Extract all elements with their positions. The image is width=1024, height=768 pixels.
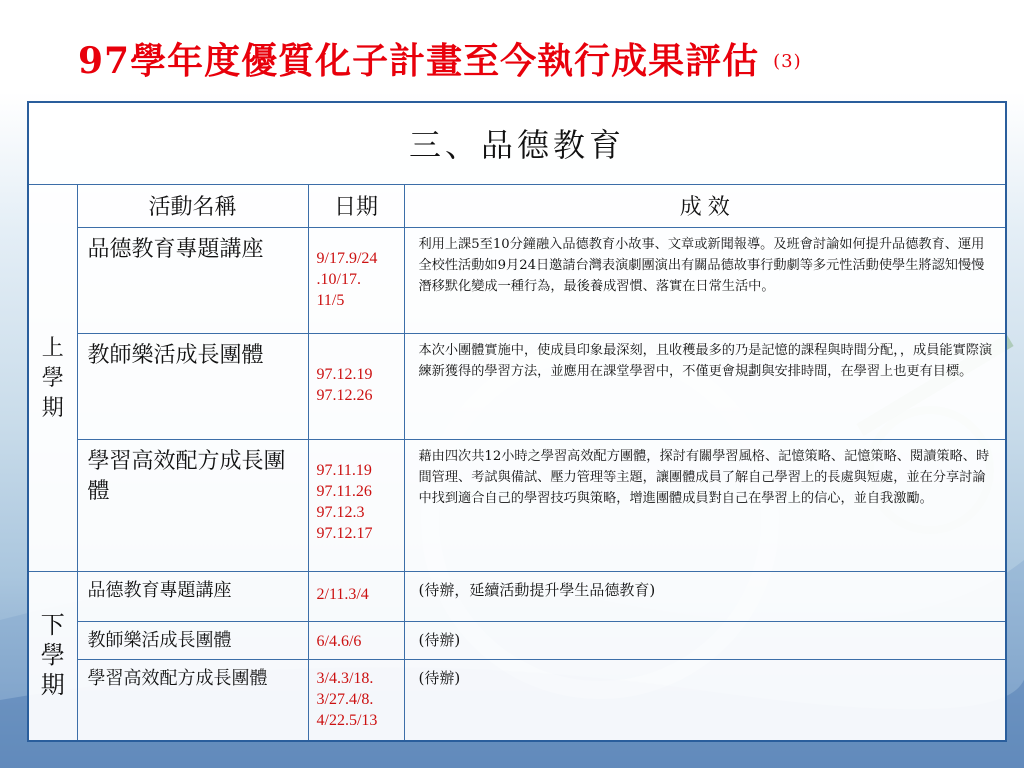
slide-title-sub: (3) xyxy=(773,51,802,72)
date-line: 97.12.17 xyxy=(316,524,373,542)
date-line: 4/22.5/13 xyxy=(316,711,378,729)
date-line: 97.12.26 xyxy=(316,386,373,404)
activity-result: 本次小團體實施中，使成員印象最深刻，且收穫最多的乃是記憶的課程與時間分配，，成員能實際演練新獲得的學習方法，並應用在課堂學習中，不僅更會規劃與安排時間，在學習上也更有目標。 xyxy=(404,333,1006,439)
column-header-date: 日期 xyxy=(308,184,404,227)
semester-char: 上 xyxy=(41,334,64,360)
activity-result: (待辦) xyxy=(404,659,1006,741)
column-header-activity: 活動名稱 xyxy=(77,184,308,227)
table-row xyxy=(28,333,1006,439)
activity-dates xyxy=(308,439,404,571)
activity-dates xyxy=(308,333,404,439)
date-line: 97.12.19 xyxy=(316,365,373,383)
date-line: 11/5 xyxy=(316,291,345,309)
activity-result: (待辦) xyxy=(404,621,1006,659)
table-row xyxy=(28,227,1006,333)
date-line: .10/17. xyxy=(316,270,361,288)
activity-result: 利用上課5至10分鐘融入品德教育小故事、文章或新聞報導。及班會討論如何提升品德教育、運用全校性活動如9月24日邀請台灣表演劇團演出有關品德故事行動劇等多元性活動使學生將認知慢慢潛移默化變成一種行為，最後養成習慣、落實在日常生活中。 xyxy=(404,227,1006,333)
date-line: 97.11.19 xyxy=(316,461,372,479)
table-row xyxy=(28,659,1006,741)
date-line: 9/17.9/24 xyxy=(316,249,378,267)
activity-dates xyxy=(308,571,404,621)
table-row xyxy=(28,439,1006,571)
date-line: 97.11.26 xyxy=(316,482,372,500)
slide-title xyxy=(78,34,802,88)
date-line: 6/4.6/6 xyxy=(316,632,362,650)
semester-label-first xyxy=(28,184,77,571)
table-row xyxy=(28,571,1006,621)
results-table-wrapper xyxy=(27,101,1005,742)
activity-dates xyxy=(308,659,404,741)
activity-name: 品德教育專題講座 xyxy=(77,571,308,621)
activity-result: (待辦，延續活動提升學生品德教育) xyxy=(404,571,1006,621)
date-line: 2/11.3/4 xyxy=(316,585,369,603)
activity-name: 品德教育專題講座 xyxy=(77,227,308,333)
semester-char: 學 xyxy=(40,641,65,669)
semester-char: 下 xyxy=(40,611,65,639)
results-table xyxy=(27,101,1007,742)
semester-char: 學 xyxy=(41,364,64,390)
semester-char: 期 xyxy=(41,394,64,420)
section-title: 三、品德教育 xyxy=(28,102,1006,184)
activity-name: 學習高效配方成長團體 xyxy=(77,439,308,571)
activity-name: 學習高效配方成長團體 xyxy=(77,659,308,741)
slide-title-text: 97學年度優質化子計畫至今執行成果評估 xyxy=(78,40,760,82)
activity-name: 教師樂活成長團體 xyxy=(77,333,308,439)
date-line: 3/4.3/18. xyxy=(316,669,374,687)
column-header-result: 成 效 xyxy=(404,184,1006,227)
date-line: 3/27.4/8. xyxy=(316,690,374,708)
activity-result: 藉由四次共12小時之學習高效配方團體，探討有關學習風格、記憶策略、記憶策略、閱讀策略、時間管理、考試與備試、壓力管理等主題，讓團體成員了解自己學習上的長處與短處，並在分享討論中找到適合自己的學習技巧與策略，增進團體成員對自己在學習上的信心，並自我激勵。 xyxy=(404,439,1006,571)
activity-name: 教師樂活成長團體 xyxy=(77,621,308,659)
semester-char: 期 xyxy=(40,671,65,699)
section-header-row xyxy=(28,102,1006,184)
column-header-row xyxy=(28,184,1006,227)
activity-dates xyxy=(308,621,404,659)
activity-dates xyxy=(308,227,404,333)
date-line: 97.12.3 xyxy=(316,503,365,521)
semester-label-second xyxy=(28,571,77,741)
table-row xyxy=(28,621,1006,659)
